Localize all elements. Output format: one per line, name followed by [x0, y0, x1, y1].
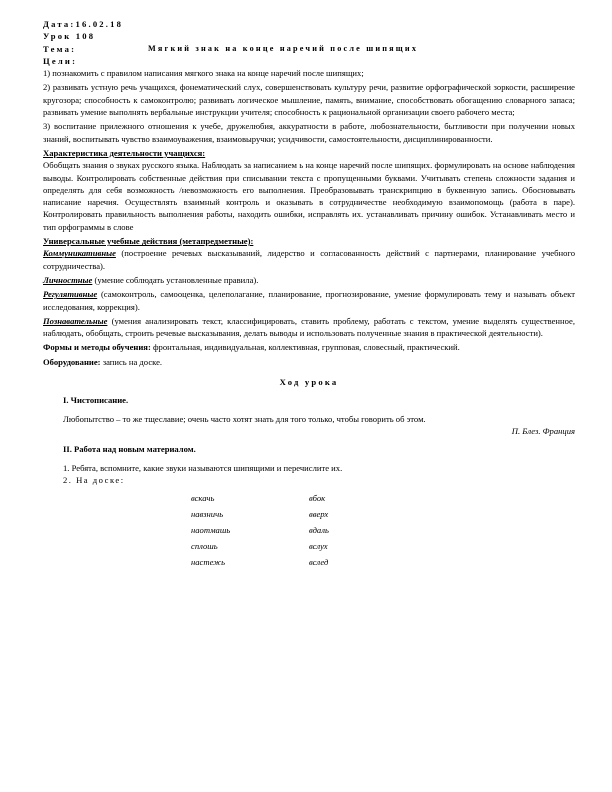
activity-text: Обобщать знания о звуках русского языка. Наблюдать за написанием ь на конце наречий после шипящих. формулировать на основе наблюдения выводы. Контролировать собственные действия при списывании текста с пропущенными буквами. Учитывать степень сложности задания и определять для себя возможность /невозможность его выполнения. Преобразовывать транскрипцию в буквенную запись. Обосновывать написание наречия. Осуществлять взаимный контроль и оказывать в сотрудничестве необходимую взаимопомощь (работа в паре). Контролировать правильность выполнения работы, находить ошибки, исправлять их. устанавливать причину ошибок. Устанавливать место и тип орфограммы в слове — [43, 160, 575, 232]
forms-methods — [43, 341, 575, 353]
goal-2: 2) развивать устную речь учащихся, фонематический слух, совершенствовать культуру речи, развитие орфографической зоркости, расширение кругозора; способность к самоконтролю; развивать логическое мышление, память, внимание, способствовать обогащению словарного запаса; развивать умение выполнять вербальные инструкции учителя; способность к рациональной организации своего рабочего места; — [43, 82, 575, 118]
board-word: навзничь — [191, 509, 224, 520]
board-word: вслед — [309, 557, 329, 568]
lesson-number: Урок 108 — [43, 31, 96, 42]
topic-text: Мягкий знак на конце наречий после шипящих — [148, 43, 419, 53]
uud-label: Личностные — [43, 274, 93, 285]
uud-text: (самоконтроль, самооценка, целеполагание, планирование, прогнозирование, умение формулировать тему и называть объект исследования, коррекция). — [43, 289, 575, 312]
board-word: вбок — [309, 493, 326, 504]
forms-text: фронтальная, индивидуальная, коллективная, групповая, словесный, практический. — [150, 342, 460, 353]
board-row — [191, 524, 575, 540]
uud-cognitive — [43, 315, 575, 340]
equipment-text: запись на доске. — [100, 356, 163, 367]
uud-regulative — [43, 288, 575, 313]
lesson-flow-title: Ход урока — [279, 377, 339, 388]
topic-label: Тема: — [43, 43, 77, 54]
board-row — [191, 540, 575, 556]
uud-personal — [43, 274, 575, 286]
equipment — [43, 356, 575, 368]
board-row — [191, 492, 575, 508]
board-word: вскачь — [191, 493, 215, 504]
uud-communicative — [43, 247, 575, 272]
board-word: наотмашь — [191, 525, 231, 536]
uud-text: (построение речевых высказываний, лидерство и согласованность действий с партнерами, планирование учебного сотрудничества). — [43, 248, 575, 271]
quote-author: П. Блез. Франция — [511, 425, 575, 436]
topic-row — [43, 43, 575, 55]
uud-text: (умения анализировать текст, классифицировать, ставить проблему, работать с текстом, умение выделять существенное, наблюдать, обобщать, строить речевые высказывания, делать выводы и использовать полученные знания в практической деятельности). — [43, 315, 575, 339]
uud-label: Познавательные — [43, 315, 108, 326]
board-word: вслух — [309, 541, 328, 552]
forms-label: Формы и методы обучения: — [43, 342, 151, 353]
uud-heading: Универсальные учебные действия (метапредметные): — [43, 236, 254, 247]
goal-3: 3) воспитание прилежного отношения к учебе, дружелюбия, аккуратности в работе, любознательности, бытливости при получении новых знаний, воспитывать чувство взаимоуважения, взаимовыручки; усидчивости, самостоятельности, дисциплинированности. — [43, 121, 575, 144]
board-word: настежь — [191, 557, 226, 568]
board-word: сплошь — [191, 541, 218, 552]
board-words-table — [191, 492, 575, 572]
section-2-item-1: 1. Ребята, вспомните, какие звуки называются шипящими и перечислите их. — [63, 462, 343, 473]
section-1-quote: Любопытство – то же тщеславие; очень часто хотят знать для того только, чтобы говорить об этом. — [63, 413, 426, 424]
uud-text: (умение соблюдать установленные правила). — [92, 274, 259, 285]
document-page — [43, 18, 575, 572]
board-word: вверх — [309, 509, 329, 520]
uud-label: Коммуникативные — [43, 248, 116, 259]
section-2-item-2: 2. На доске: — [63, 474, 125, 485]
goal-1: 1) познакомить с правилом написания мягкого знака на конце наречий после шипящих; — [43, 68, 364, 79]
uud-label: Регулятивные — [43, 289, 98, 300]
equipment-label: Оборудование: — [43, 356, 101, 367]
goals-label: Цели: — [43, 55, 78, 66]
lesson-date: Дата:16.02.18 — [43, 19, 124, 29]
board-row — [191, 508, 575, 524]
board-row — [191, 556, 575, 572]
board-word: вдаль — [309, 525, 329, 536]
section-1-heading: I. Чистописание. — [63, 395, 129, 406]
section-2-heading: II. Работа над новым материалом. — [63, 444, 196, 455]
activity-heading: Характеристика деятельности учащихся: — [43, 147, 206, 158]
